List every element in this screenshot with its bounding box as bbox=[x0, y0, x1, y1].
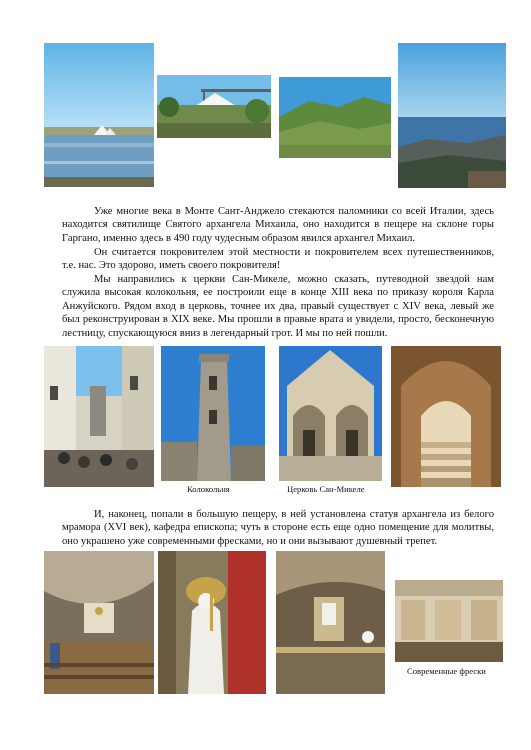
photo-street bbox=[44, 346, 154, 487]
caption-frescoes: Современные фрески bbox=[407, 666, 486, 676]
paragraph-patron: Он считается покровителем этой местности и покровителем всех путешественников, т.е. нас. Это здорово, иметь своего покровителя! bbox=[62, 247, 494, 272]
photo-salt-mound bbox=[157, 75, 271, 138]
caption-church: Церковь Сан-Микеле bbox=[287, 484, 365, 494]
photo-church-facade bbox=[279, 346, 382, 481]
photo-hills bbox=[279, 77, 391, 158]
paragraph-church: Мы направились к церкви Сан-Микеле, можно сказать, путеводной звездой нам служила высокая колокольня, ее построили еще в конце XIII века по приказу короля Карла Анжуйского. Рядом вход в церковь, точнее их два, правый существует с XIV века, левый же был реконструирован в XIX веке. Мы прошли в правые врата и увидели, просто, бесконечную лестницу, спускающуюся вниз в легендарный грот. И мы по ней пошли. bbox=[62, 274, 494, 339]
photo-grotto-interior bbox=[44, 551, 154, 694]
photo-archangel-statue bbox=[158, 551, 266, 694]
photo-modern-frescoes bbox=[395, 580, 503, 662]
photo-stairway bbox=[391, 346, 501, 487]
photo-bell-tower bbox=[161, 346, 265, 481]
paragraph-intro: Уже многие века в Монте Сант-Анджело стекаются паломники со всей Италии, здесь находится святилище Святого архангела Михаила, оно находится в пещере на склоне горы Гаргано, именно здесь в 490 году чудесным образом явился архангел Михаил. bbox=[62, 206, 494, 244]
photo-salt-flats bbox=[44, 43, 154, 187]
paragraph-cave: И, наконец, попали в большую пещеру, в ней установлена статуя архангела из белого мрамора (XVI век), кафедра епископа; чуть в стороне есть еще одно помещение для молитвы, оно украшено уже современными фресками, но и они вызывают душевный трепет. bbox=[62, 509, 494, 547]
photo-bishop-throne bbox=[276, 551, 385, 694]
caption-bell-tower: Колокольня bbox=[187, 484, 230, 494]
photo-coast-view bbox=[398, 43, 506, 188]
